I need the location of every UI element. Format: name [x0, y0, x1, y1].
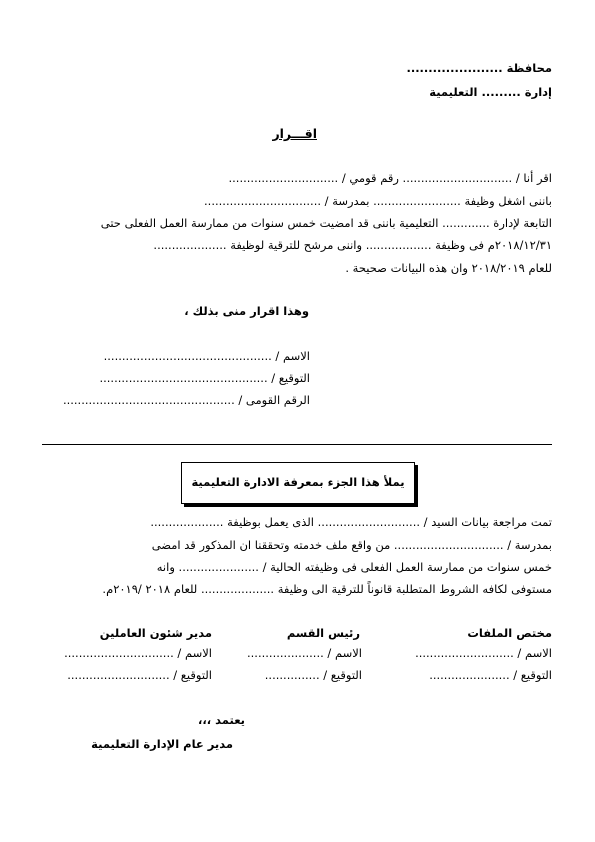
section-head-signature: التوقيع / ...............	[264, 668, 362, 682]
declaration-line-3: التابعة لإدارة ............. التعليمية باننى قد امضيت خمس سنوات من ممارسة العمل الفعلى حتى	[100, 216, 552, 230]
hr-director-header: مدير شئون العاملين	[99, 626, 212, 640]
section-head-name: الاسم / .....................	[247, 646, 362, 660]
declaration-line-1: اقر أنا / .............................. رقم قومي / ..............................	[228, 171, 552, 185]
files-officer-header: مختص الملفات	[467, 626, 552, 640]
admin-line-1: تمت مراجعة بيانات السيد / ............................ الذى يعمل بوظيفة ....................	[150, 515, 552, 529]
hr-director-name: الاسم / ..............................	[64, 646, 212, 660]
section-head-header: رئيس القسم	[286, 626, 360, 640]
admin-line-2: بمدرسة / .............................. من واقع ملف خدمته وتحققنا ان المذكور قد امضى	[151, 538, 552, 552]
general-director-label: مدير عام الإدارة التعليمية	[91, 737, 233, 751]
admin-line-3: خمس سنوات من ممارسة العمل الفعلى فى وظيفته الحالية / ...................... وانه	[156, 560, 552, 574]
governorate-line: محافظة ......................	[406, 61, 552, 75]
admin-line-4: مستوفى لكافه الشروط المتطلبة قانوناً للترقية الى وظيفة .................... للعام ٢٠١٨ /٢٠١٩م.	[102, 582, 552, 596]
declaration-title: اقـــرار	[272, 126, 317, 141]
admin-section-box	[181, 462, 415, 504]
declaration-line-4: ٢٠١٨/١٢/٣١م فى وظيفة .................. واننى مرشح للترقية لوظيفة ....................	[153, 238, 552, 252]
files-officer-name: الاسم / ...........................	[415, 646, 552, 660]
declaration-closing: وهذا اقرار منى بذلك ،	[184, 304, 309, 318]
declarant-name-field: الاسم / ..............................................	[103, 349, 310, 363]
admin-section-title: يملأ هذا الجزء بمعرفة الادارة التعليمية	[191, 475, 405, 489]
declaration-line-2: باننى اشغل وظيفة ........................ بمدرسة / ................................	[204, 194, 552, 208]
files-officer-signature: التوقيع / ......................	[429, 668, 552, 682]
section-divider	[42, 444, 552, 445]
declarant-signature-field: التوقيع / ..............................................	[99, 371, 310, 385]
declarant-national-id-field: الرقم القومى / ...............................................	[62, 393, 310, 407]
approval-label: يعتمد ،،،	[198, 713, 245, 727]
declaration-line-5: للعام ٢٠١٨/٢٠١٩ وان هذه البيانات صحيحة .	[345, 261, 552, 275]
administration-line: إدارة ......... التعليمية	[429, 85, 552, 99]
hr-director-signature: التوقيع / ............................	[67, 668, 212, 682]
